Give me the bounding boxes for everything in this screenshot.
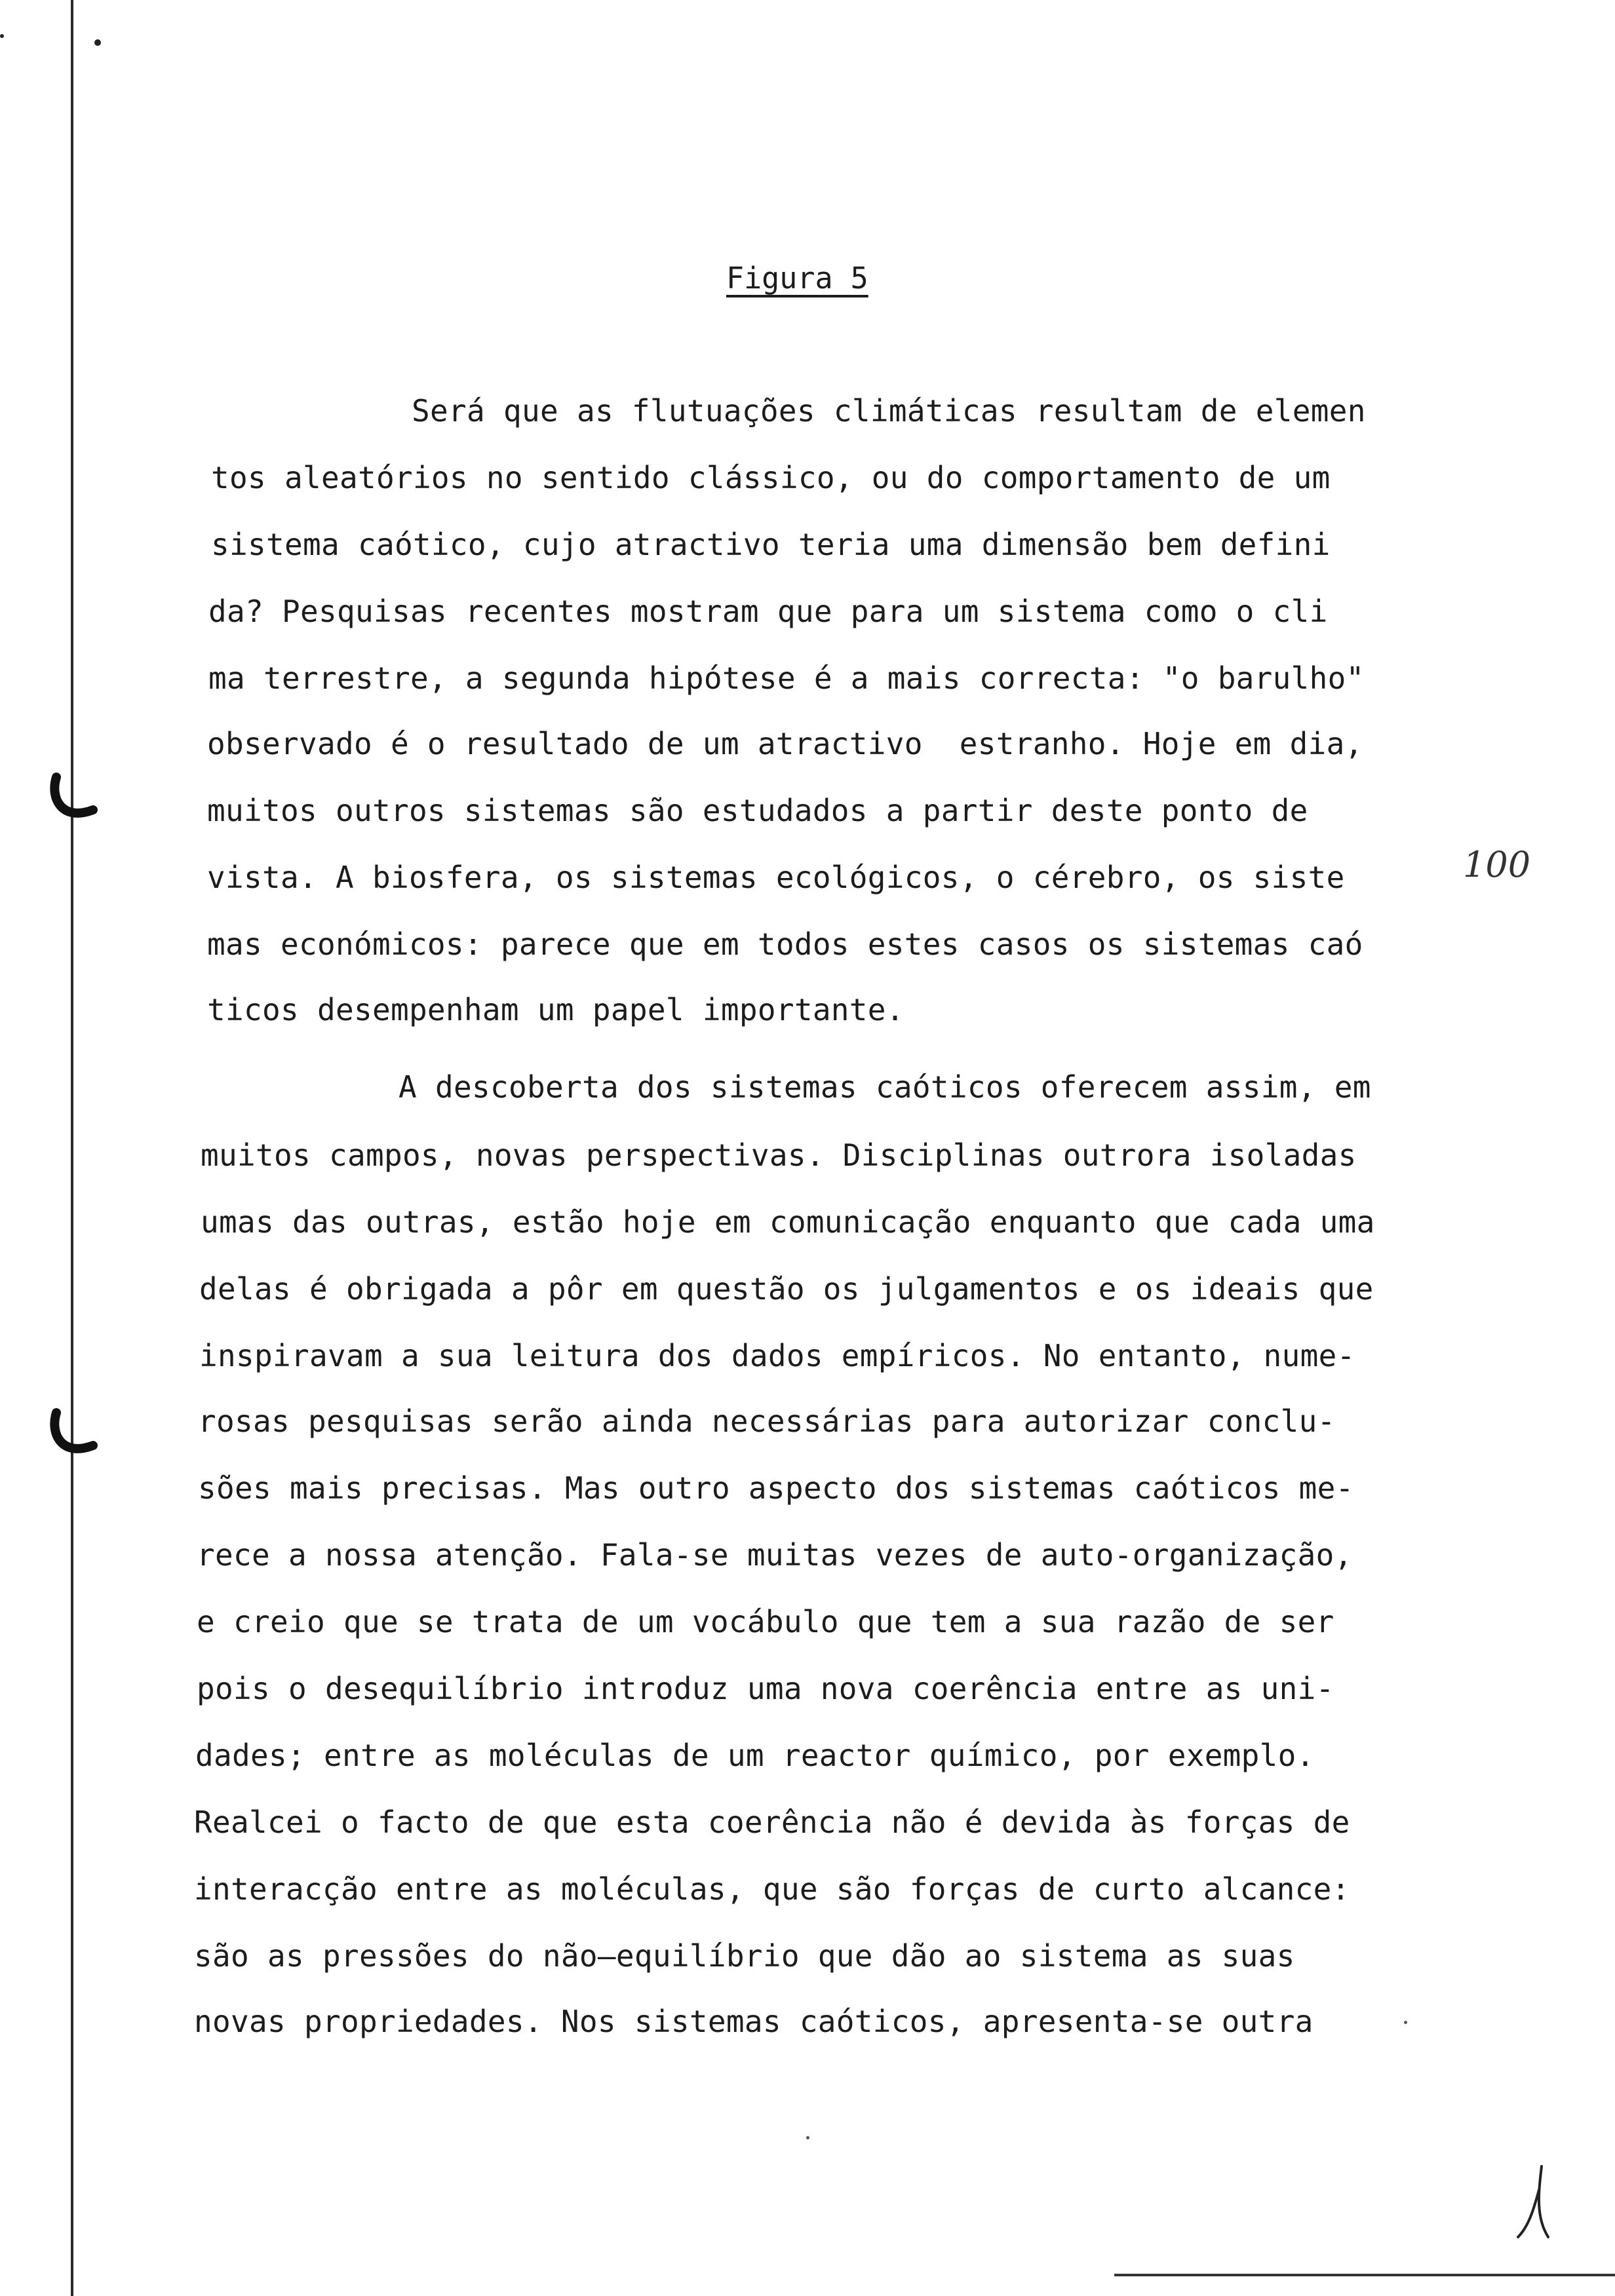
- handwritten-page-mark: [1515, 2164, 1555, 2242]
- scan-speck: [1404, 2021, 1407, 2024]
- text-line: vista. A biosfera, os sistemas ecológicos, o cérebro, os siste: [207, 860, 1345, 895]
- punch-hole-mark: [47, 1407, 100, 1466]
- text-line: novas propriedades. Nos sistemas caóticos, apresenta-se outra: [194, 2004, 1313, 2039]
- text-line: rosas pesquisas serão ainda necessárias para autorizar conclu-: [198, 1404, 1336, 1439]
- text-line: e creio que se trata de um vocábulo que tem a sua razão de ser: [197, 1604, 1334, 1639]
- handwritten-margin-note: 100: [1463, 844, 1531, 885]
- text-line: dades; entre as moléculas de um reactor químico, por exemplo.: [195, 1738, 1315, 1773]
- text-line: rece a nossa atenção. Fala-se muitas vezes de auto-organização,: [197, 1537, 1353, 1573]
- ink-dot: [94, 39, 101, 46]
- text-line: interacção entre as moléculas, que são forças de curto alcance:: [194, 1871, 1350, 1907]
- text-line: tos aleatórios no sentido clássico, ou do comportamento de um: [211, 460, 1331, 495]
- scan-speck: [806, 2136, 809, 2139]
- text-line: muitos outros sistemas são estudados a partir deste ponto de: [207, 793, 1308, 828]
- text-line: inspiravam a sua leitura dos dados empíricos. No entanto, nume-: [199, 1338, 1355, 1373]
- text-line: da? Pesquisas recentes mostram que para um sistema como o cli: [208, 594, 1328, 629]
- text-line: observado é o resultado de um atractivo estranho. Hoje em dia,: [207, 726, 1363, 761]
- text-line: ma terrestre, a segunda hipótese é a mais correcta: "o barulho": [208, 660, 1365, 696]
- text-line: sistema caótico, cujo atractivo teria uma dimensão bem defini: [211, 527, 1331, 562]
- text-line: Será que as flutuações climáticas resultam de elemen: [412, 393, 1366, 429]
- text-line: ticos desempenham um papel importante.: [207, 992, 905, 1027]
- ink-dot: [0, 34, 4, 38]
- text-line: umas das outras, estão hoje em comunicação enquanto que cada uma: [201, 1204, 1375, 1240]
- page-title: Figura 5: [726, 261, 868, 296]
- text-line: são as pressões do não—equilíbrio que dão ao sistema as suas: [194, 1938, 1295, 1974]
- text-line: mas económicos: parece que em todos estes casos os sistemas caó: [207, 927, 1363, 962]
- left-margin-rule: [71, 0, 73, 2296]
- text-line: muitos campos, novas perspectivas. Disciplinas outrora isoladas: [201, 1138, 1357, 1173]
- punch-hole-mark: [47, 772, 100, 831]
- text-line: Realcei o facto de que esta coerência não é devida às forças de: [194, 1805, 1350, 1840]
- text-line: pois o desequilíbrio introduz uma nova coerência entre as uni-: [197, 1671, 1334, 1706]
- bottom-edge-line: [1114, 2274, 1615, 2276]
- text-line: A descoberta dos sistemas caóticos oferecem assim, em: [399, 1069, 1371, 1105]
- text-line: sões mais precisas. Mas outro aspecto dos sistemas caóticos me-: [198, 1470, 1354, 1506]
- text-line: delas é obrigada a pôr em questão os julgamentos e os ideais que: [199, 1271, 1374, 1307]
